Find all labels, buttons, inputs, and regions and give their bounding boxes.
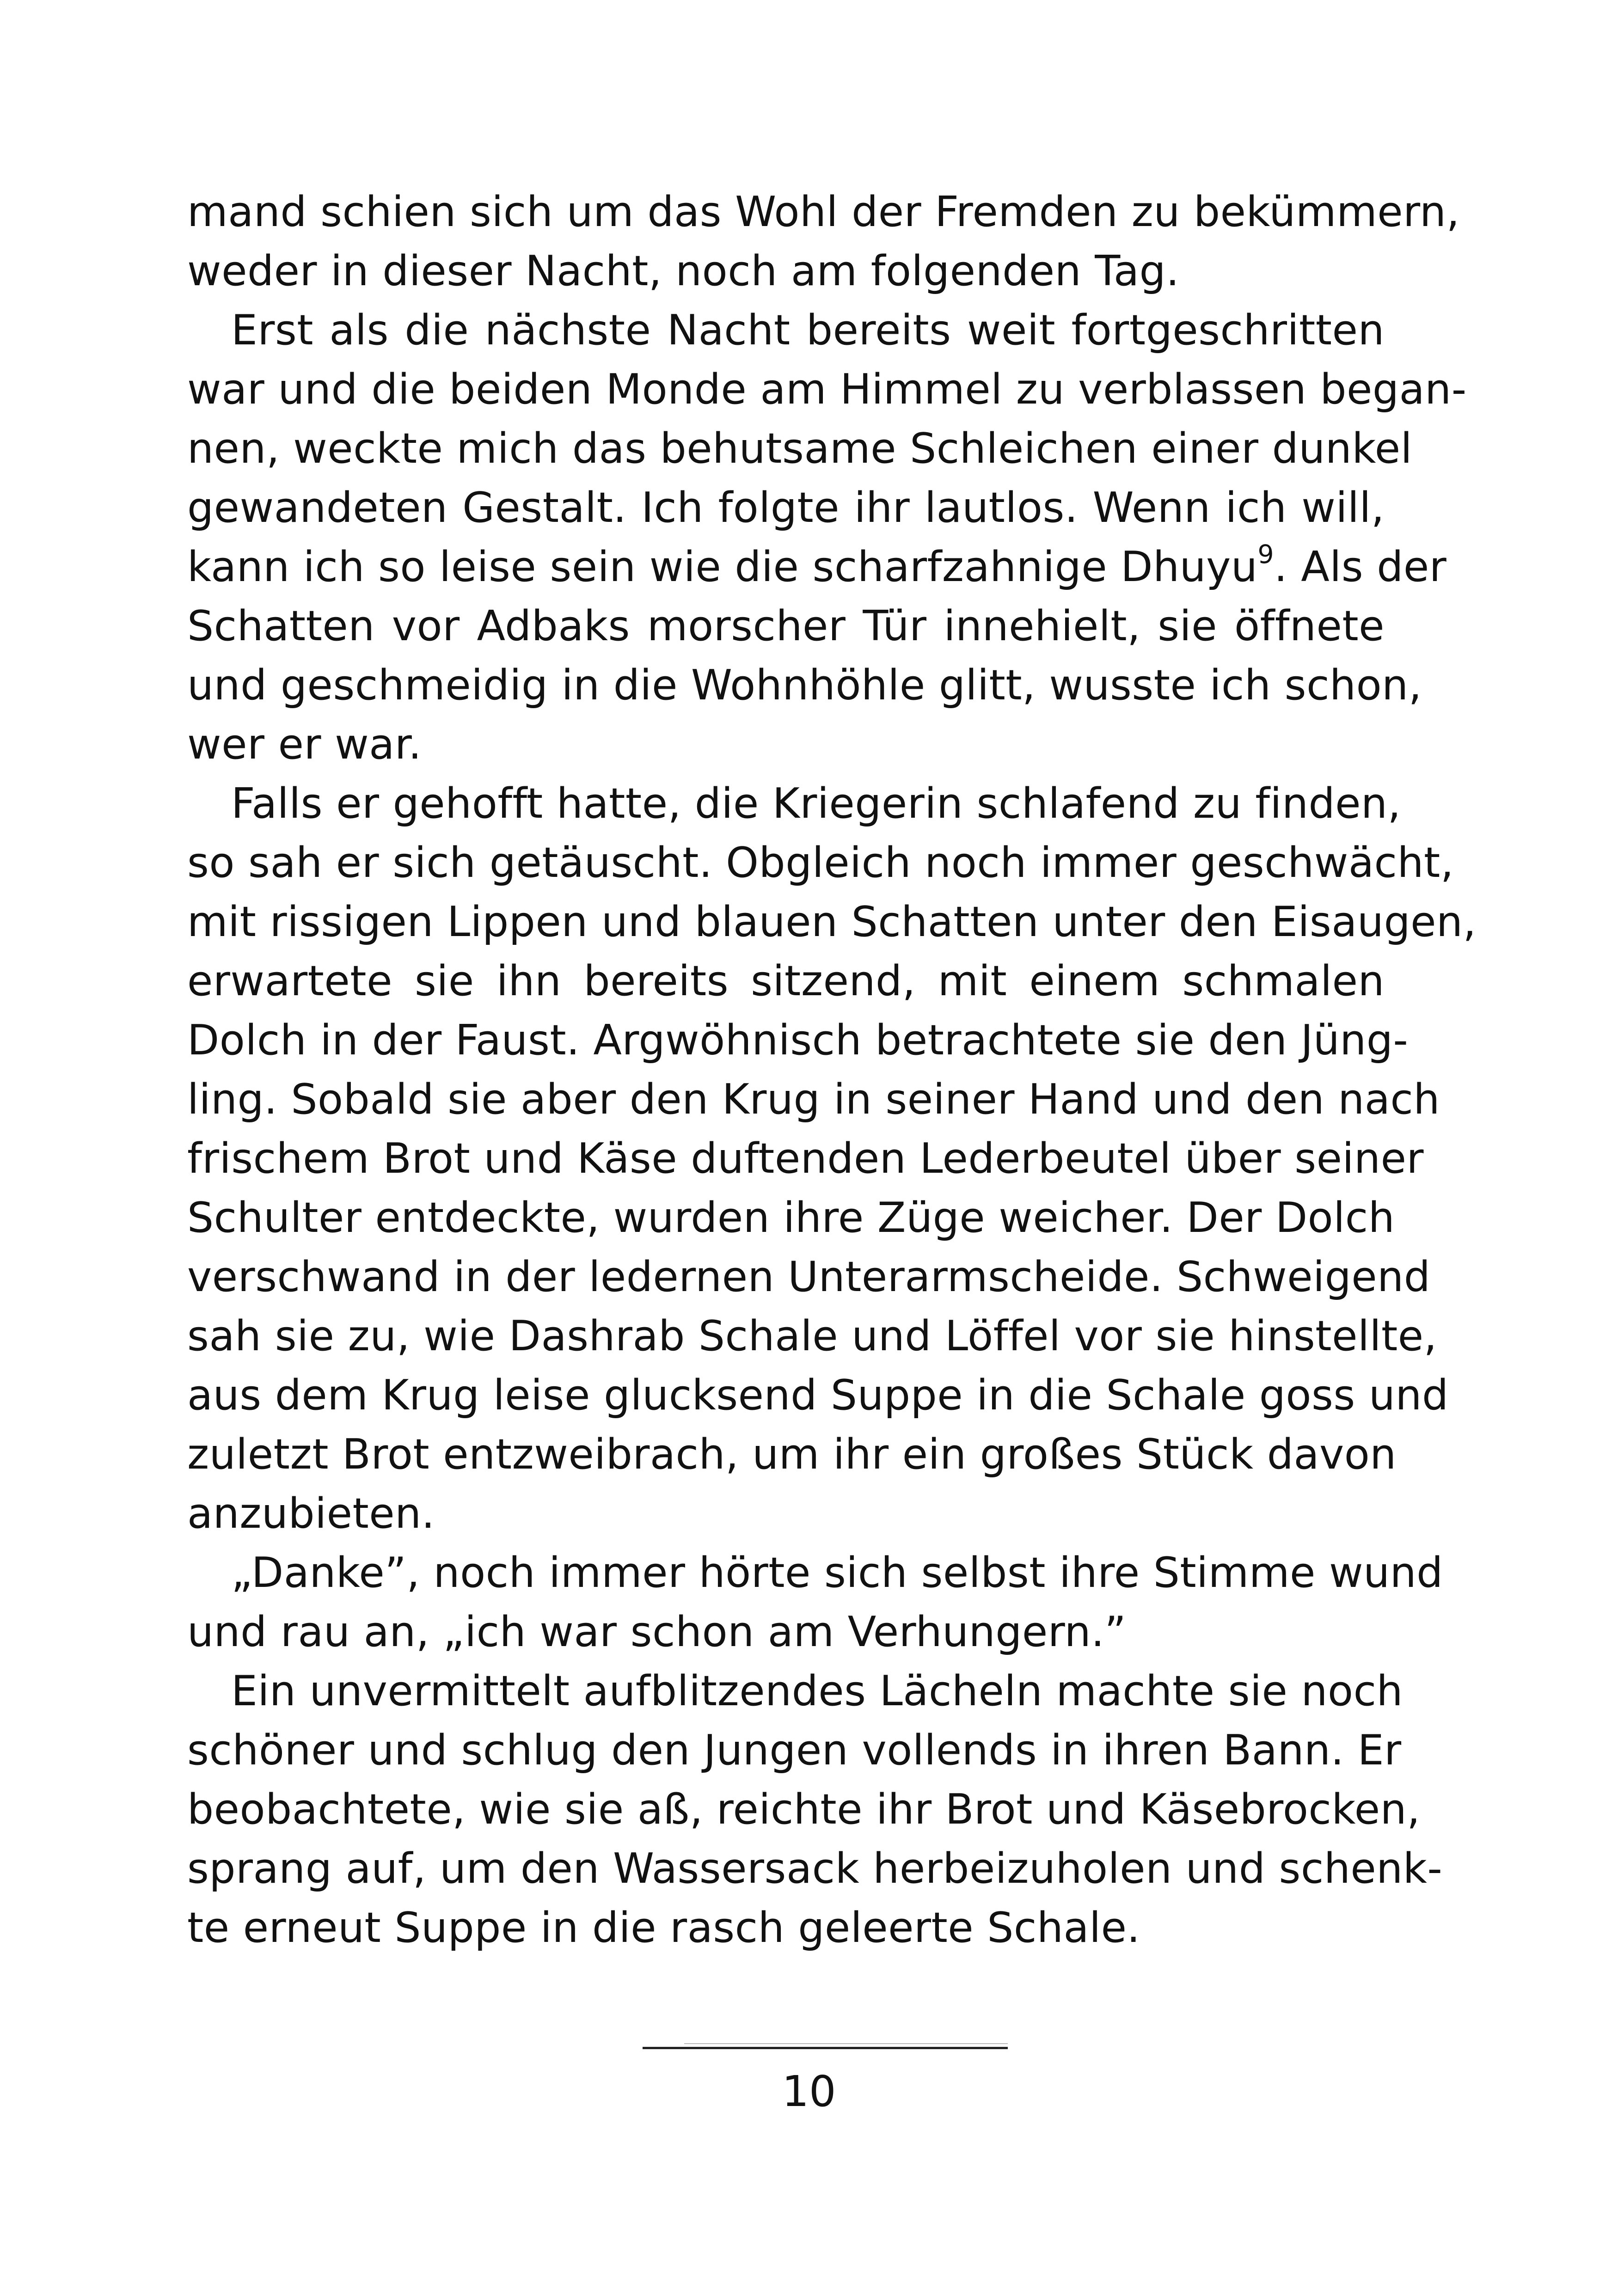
paragraph: [187, 183, 1460, 301]
text-line: ling. Sobald sie aber den Krug in seiner Hand und den nach: [187, 1075, 1440, 1124]
text-line: erwartete sie ihn bereits sitzend, mit einem schmalen: [187, 957, 1385, 1005]
text-line: schöner und schlug den Jungen vollends in ihren Bann. Er: [187, 1726, 1402, 1775]
text-line: Falls er gehofft hatte, die Kriegerin schlafend zu finden,: [231, 779, 1401, 828]
text-line: verschwand in der ledernen Unterarmscheide. Schweigend: [187, 1253, 1431, 1301]
text-line: Schatten vor Adbaks morscher Tür innehielt, sie öffnete: [187, 602, 1385, 650]
text-line: zuletzt Brot entzweibrach, um ihr ein großes Stück davon: [187, 1430, 1397, 1479]
text-line-part: kann ich so leise sein wie die scharfzahnige Dhuyu: [187, 543, 1258, 591]
paragraph: [187, 774, 1477, 1543]
text-line: Ein unvermittelt aufblitzendes Lächeln machte sie noch: [231, 1667, 1403, 1715]
text-line: „Danke”, noch immer hörte sich selbst ihre Stimme wund: [231, 1549, 1443, 1597]
text-line: aus dem Krug leise glucksend Suppe in die Schale goss und: [187, 1371, 1449, 1420]
footnote-reference: 9: [1257, 539, 1274, 569]
body-text: [187, 183, 1477, 1958]
text-line: anzubieten.: [187, 1489, 435, 1538]
text-line: beobachtete, wie sie aß, reichte ihr Brot und Käsebrocken,: [187, 1785, 1421, 1834]
text-line: und rau an, „ich war schon am Verhungern.”: [187, 1608, 1127, 1656]
paragraph: [187, 1662, 1443, 1958]
text-line: nen, weckte mich das behutsame Schleichen einer dunkel: [187, 424, 1413, 473]
text-line: te erneut Suppe in die rasch geleerte Schale.: [187, 1904, 1140, 1952]
text-line-part: . Als der: [1274, 543, 1447, 591]
text-line: sah sie zu, wie Dashrab Schale und Löffel vor sie hinstellte,: [187, 1312, 1437, 1360]
text-line: Schulter entdeckte, wurden ihre Züge weicher. Der Dolch: [187, 1194, 1395, 1242]
text-line: so sah er sich getäuscht. Obgleich noch immer geschwächt,: [187, 839, 1454, 887]
text-line: Dolch in der Faust. Argwöhnisch betrachtete sie den Jüng-: [187, 1016, 1409, 1065]
text-line: wer er war.: [187, 720, 422, 769]
paragraph: [187, 1543, 1443, 1662]
text-line: und geschmeidig in die Wohnhöhle glitt, wusste ich schon,: [187, 661, 1422, 710]
text-line: war und die beiden Monde am Himmel zu verblassen began-: [187, 365, 1467, 414]
text-line: mand schien sich um das Wohl der Fremden zu bekümmern,: [187, 188, 1460, 236]
text-line-with-footnote: [187, 538, 1447, 597]
text-line: mit rissigen Lippen und blauen Schatten unter den Eisaugen,: [187, 898, 1477, 946]
footer-rule: [643, 2047, 1008, 2049]
paragraph: [187, 301, 1467, 774]
text-line: weder in dieser Nacht, noch am folgenden Tag.: [187, 247, 1180, 295]
text-line: Erst als die nächste Nacht bereits weit fortgeschritten: [231, 306, 1385, 355]
text-line: frischem Brot und Käse duftenden Lederbeutel über seiner: [187, 1134, 1424, 1183]
page-number: 10: [782, 2067, 836, 2116]
text-line: sprang auf, um den Wassersack herbeizuholen und schenk-: [187, 1844, 1443, 1893]
footer-rule-shadow: [684, 2043, 1008, 2044]
text-line: gewandeten Gestalt. Ich folgte ihr lautlos. Wenn ich will,: [187, 484, 1385, 532]
